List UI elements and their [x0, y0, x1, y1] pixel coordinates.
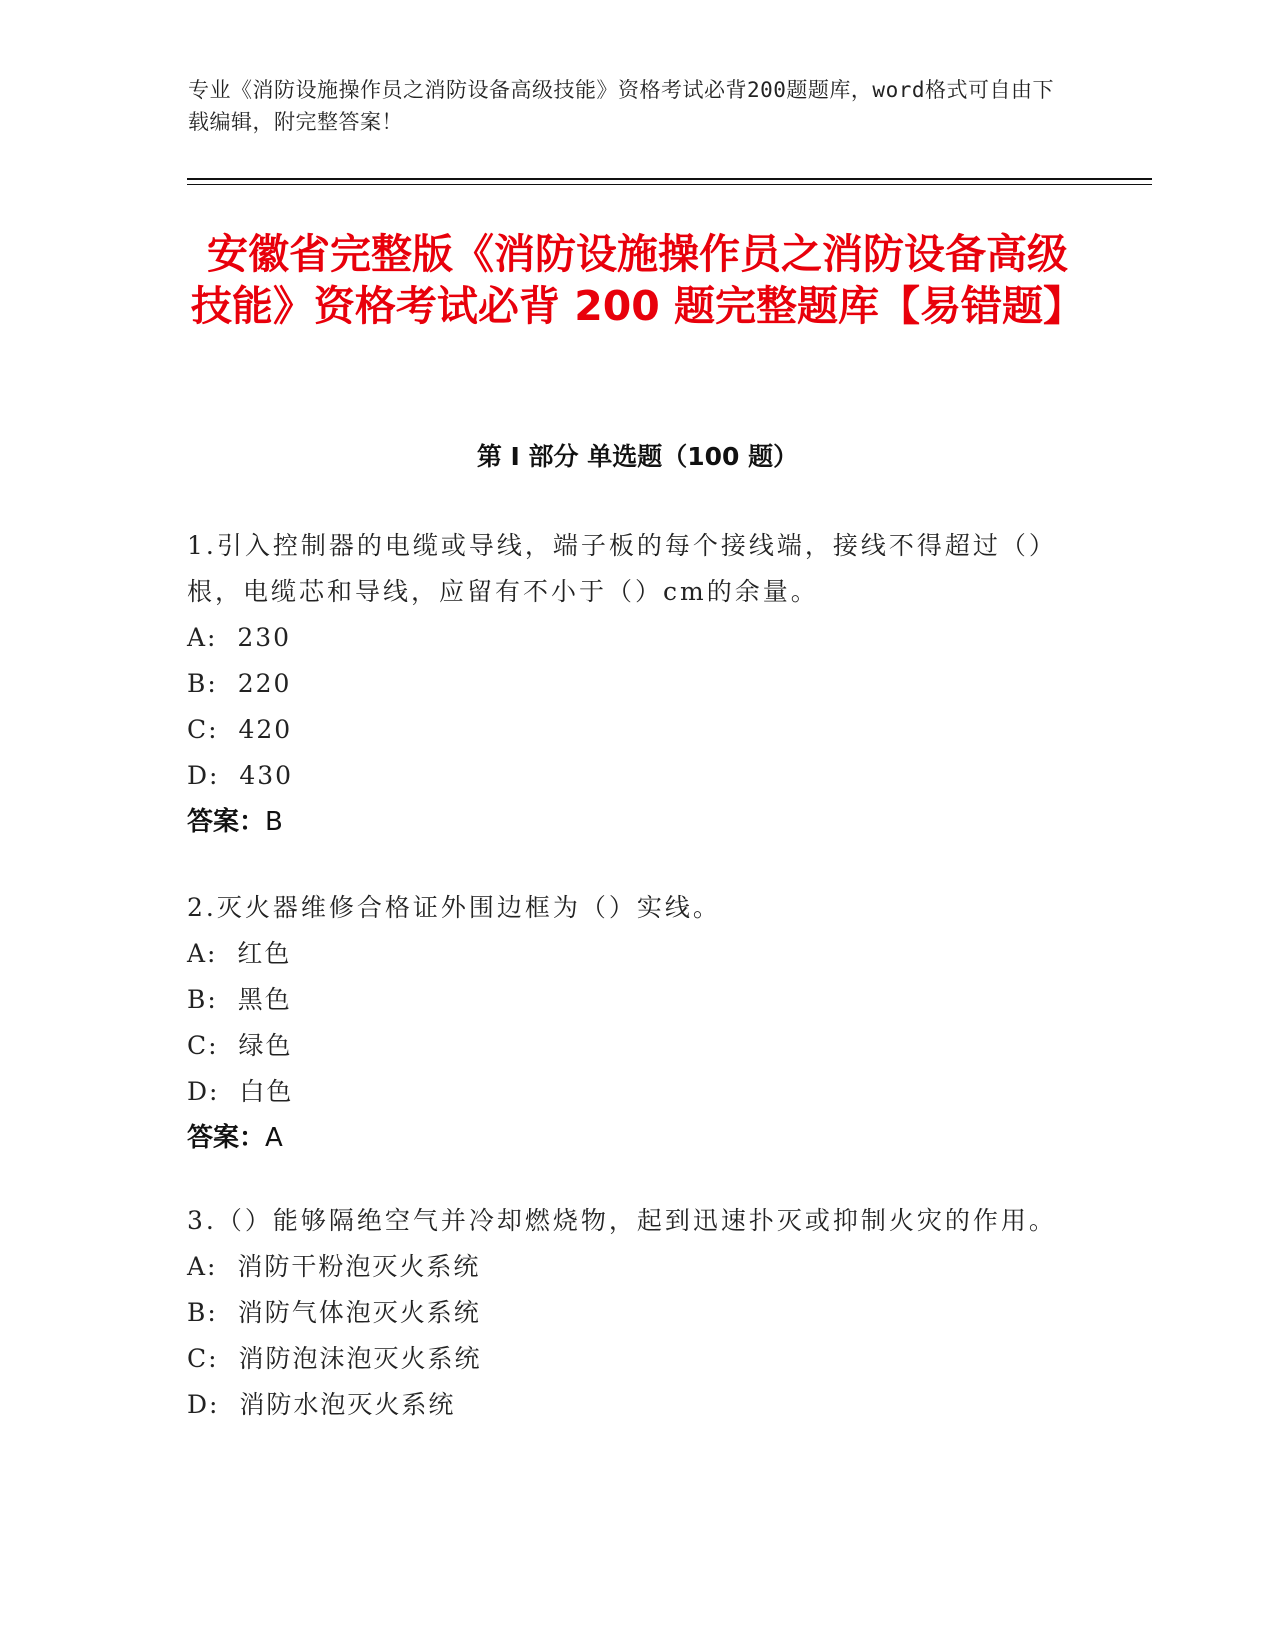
answer-label: 答案： [187, 807, 266, 837]
option-a: A: 红色 [187, 939, 292, 968]
question-stem: 3.（）能够隔绝空气并冷却燃烧物，起到迅速扑灭或抑制火灾的作用。 [187, 1206, 1057, 1235]
question-stem: 1.引入控制器的电缆或导线，端子板的每个接线端，接线不得超过（）根，电缆芯和导线，应留有不小于（）cm的余量。 [187, 531, 1057, 606]
document-title: 安徽省完整版《消防设施操作员之消防设备高级技能》资格考试必背 200 题完整题库【易错题】 [190, 230, 1085, 330]
answer-value: A [265, 1123, 283, 1153]
question-2 [187, 885, 1057, 1161]
option-a: A: 230 [187, 623, 292, 652]
section-heading: 第 I 部分 单选题（100 题） [476, 442, 799, 471]
option-c: C: 绿色 [187, 1031, 293, 1060]
answer-line [187, 1115, 1057, 1161]
question-3 [187, 1198, 1057, 1428]
answer-line [187, 799, 1057, 845]
header-divider-thick [187, 178, 1152, 180]
option-d: D: 430 [187, 761, 294, 790]
answer-value: B [265, 807, 283, 837]
question-stem: 2.灭火器维修合格证外围边框为（）实线。 [187, 893, 721, 922]
header-note: 专业《消防设施操作员之消防设备高级技能》资格考试必背200题题库，word格式可自由下载编辑，附完整答案！ [188, 78, 1054, 134]
option-d: D: 消防水泡灭火系统 [187, 1390, 456, 1419]
option-b: B: 消防气体泡灭火系统 [187, 1298, 481, 1327]
option-c: C: 420 [187, 715, 293, 744]
answer-label: 答案： [187, 1123, 266, 1153]
option-b: B: 黑色 [187, 985, 292, 1014]
header-divider-thin [187, 184, 1152, 185]
question-1 [187, 523, 1057, 845]
option-a: A: 消防干粉泡灭火系统 [187, 1252, 481, 1281]
option-b: B: 220 [187, 669, 292, 698]
option-c: C: 消防泡沫泡灭火系统 [187, 1344, 482, 1373]
option-d: D: 白色 [187, 1077, 294, 1106]
